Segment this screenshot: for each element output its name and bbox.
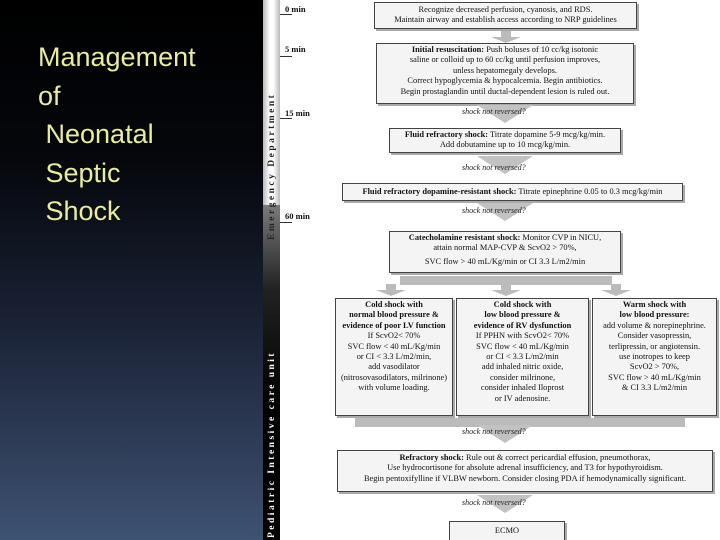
box-line: Correct hypoglycemia & hypocalcemia. Begin antibiotics. bbox=[407, 76, 603, 86]
time-tick bbox=[280, 14, 292, 15]
box-line: Use hydrocortisone for absolute adrenal insufficiency, and T3 for hypothyroidism. bbox=[387, 463, 663, 473]
slide-title bbox=[38, 38, 248, 231]
box-line: If PPHN with ScvO2< 70% bbox=[475, 331, 570, 341]
box-heading: Warm shock with bbox=[622, 300, 687, 309]
initial-resuscitation-box bbox=[376, 43, 634, 104]
box-line: Titrate dopamine 5-9 mcg/kg/min. bbox=[488, 130, 606, 139]
algorithm-flowchart bbox=[263, 0, 720, 540]
box-line: Begin pentoxifylline if VLBW newborn. Consider closing PDA if hemodynamically significant. bbox=[363, 473, 687, 483]
time-tick bbox=[280, 56, 292, 57]
box-heading: evidence of RV dysfunction bbox=[473, 320, 572, 330]
title-line: of bbox=[38, 80, 61, 111]
warm-shock-box bbox=[592, 298, 717, 416]
box-heading: evidence of poor LV function bbox=[342, 320, 446, 330]
box-heading: Refractory shock: bbox=[399, 453, 464, 462]
cold-shock-low-bp-box bbox=[456, 298, 589, 416]
box-line: terlipressin, or angiotensin. bbox=[608, 341, 701, 351]
time-5: 5 min bbox=[285, 44, 306, 54]
time-tick bbox=[280, 222, 292, 223]
box-line: Consider vasopressin, bbox=[617, 331, 692, 341]
time-15: 15 min bbox=[285, 108, 310, 118]
box-line: or CI < 3.3 L/m2/min, bbox=[356, 352, 432, 362]
box-heading: low blood pressure & bbox=[484, 310, 561, 320]
box-line: add vasodilator bbox=[368, 362, 420, 372]
emergency-department-label: Emergency Department bbox=[267, 92, 277, 240]
box-line: SVC flow < 40 mL/Kg/min bbox=[347, 341, 441, 351]
box-line: (nitrosovasodilators, milrinone) bbox=[340, 372, 448, 382]
box-line: If ScvO2< 70% bbox=[367, 331, 421, 341]
box-line: SVC flow < 40 mL/Kg/min bbox=[476, 341, 569, 351]
box-line: ECMO bbox=[494, 526, 520, 535]
picu-label: Pediatric Intensive care unit bbox=[267, 350, 277, 538]
box-line: ScvO2 > 70%, bbox=[629, 362, 680, 372]
box-line: use inotropes to keep bbox=[619, 352, 690, 362]
box-line: SVC flow > 40 mL/Kg/min or CI 3.3 L/m2/min bbox=[424, 256, 586, 266]
down-arrow bbox=[477, 284, 535, 296]
box-heading: Initial resuscitation: bbox=[411, 45, 485, 54]
title-line: Management bbox=[38, 42, 196, 72]
box-line: unless hepatomegaly develops. bbox=[453, 65, 557, 75]
dopamine-resistant-box bbox=[342, 183, 683, 201]
down-arrow bbox=[587, 284, 645, 296]
box-line: consider inhaled Iloprost bbox=[480, 383, 565, 393]
box-line: Add dobutamine up to 10 mcg/kg/min. bbox=[439, 140, 571, 150]
cold-shock-normal-bp-box bbox=[335, 298, 453, 416]
box-line: & CI 3.3 L/m2/min bbox=[621, 383, 688, 393]
ecmo-box bbox=[449, 521, 565, 540]
shock-not-reversed-label: shock not reversed? bbox=[462, 107, 526, 116]
box-line: or CI < 3.3 L/m2/min bbox=[486, 352, 559, 362]
box-line: add inhaled nitric oxide, bbox=[481, 362, 564, 372]
shock-not-reversed-label: shock not reversed? bbox=[462, 163, 526, 172]
box-line: Push boluses of 10 cc/kg isotonic bbox=[484, 45, 599, 54]
title-line: Shock bbox=[38, 196, 121, 226]
box-heading: Cold shock with bbox=[493, 300, 552, 309]
box-heading: normal blood pressure & bbox=[349, 310, 439, 320]
shock-not-reversed-label: shock not reversed? bbox=[462, 498, 526, 507]
box-line: saline or colloid up to 60 cc/kg until perfusion improves, bbox=[409, 55, 601, 65]
box-line: or IV adenosine. bbox=[494, 393, 551, 403]
down-arrow bbox=[477, 31, 535, 43]
box-line: Titrate epinephrine 0.05 to 0.3 mcg/kg/min bbox=[516, 187, 663, 196]
shock-not-reversed-label: shock not reversed? bbox=[462, 427, 526, 436]
time-0: 0 min bbox=[285, 4, 306, 14]
catecholamine-resistant-box bbox=[389, 231, 621, 273]
box-line: Rule out & correct pericardial effusion, pneumothorax, bbox=[463, 453, 651, 462]
box-heading: Cold shock with bbox=[365, 300, 423, 309]
box-heading: low blood pressure: bbox=[619, 310, 690, 320]
shock-not-reversed-label: shock not reversed? bbox=[462, 206, 526, 215]
refractory-shock-box bbox=[337, 450, 713, 492]
box-heading: Fluid refractory shock: bbox=[404, 130, 489, 139]
fluid-refractory-box bbox=[389, 128, 621, 153]
box-heading: Catecholamine resistant shock: bbox=[408, 233, 521, 242]
box-line: Recognize decreased perfusion, cyanosis, and RDS. bbox=[418, 5, 593, 14]
down-arrow bbox=[362, 284, 420, 296]
box-heading: Fluid refractory dopamine-resistant shock: bbox=[362, 187, 517, 196]
recognize-box bbox=[374, 2, 637, 29]
box-line: Maintain airway and establish access according to NRP guidelines bbox=[394, 15, 617, 25]
title-line: Neonatal bbox=[38, 119, 154, 149]
box-line: SVC flow > 40 mL/Kg/min bbox=[608, 372, 701, 382]
box-line: Monitor CVP in NICU, bbox=[520, 233, 602, 242]
time-60: 60 min bbox=[285, 211, 310, 221]
box-line: Begin prostaglandin until ductal-dependent lesion is ruled out. bbox=[400, 86, 610, 96]
box-line: add volume & norepinephrine. bbox=[603, 320, 706, 330]
box-line: consider milrinone, bbox=[489, 372, 556, 382]
box-line: with volume loading. bbox=[358, 383, 430, 393]
box-line: attain normal MAP-CVP & ScvO2 > 70%, bbox=[433, 243, 577, 253]
time-tick bbox=[280, 118, 292, 119]
title-line: Septic bbox=[38, 157, 121, 188]
